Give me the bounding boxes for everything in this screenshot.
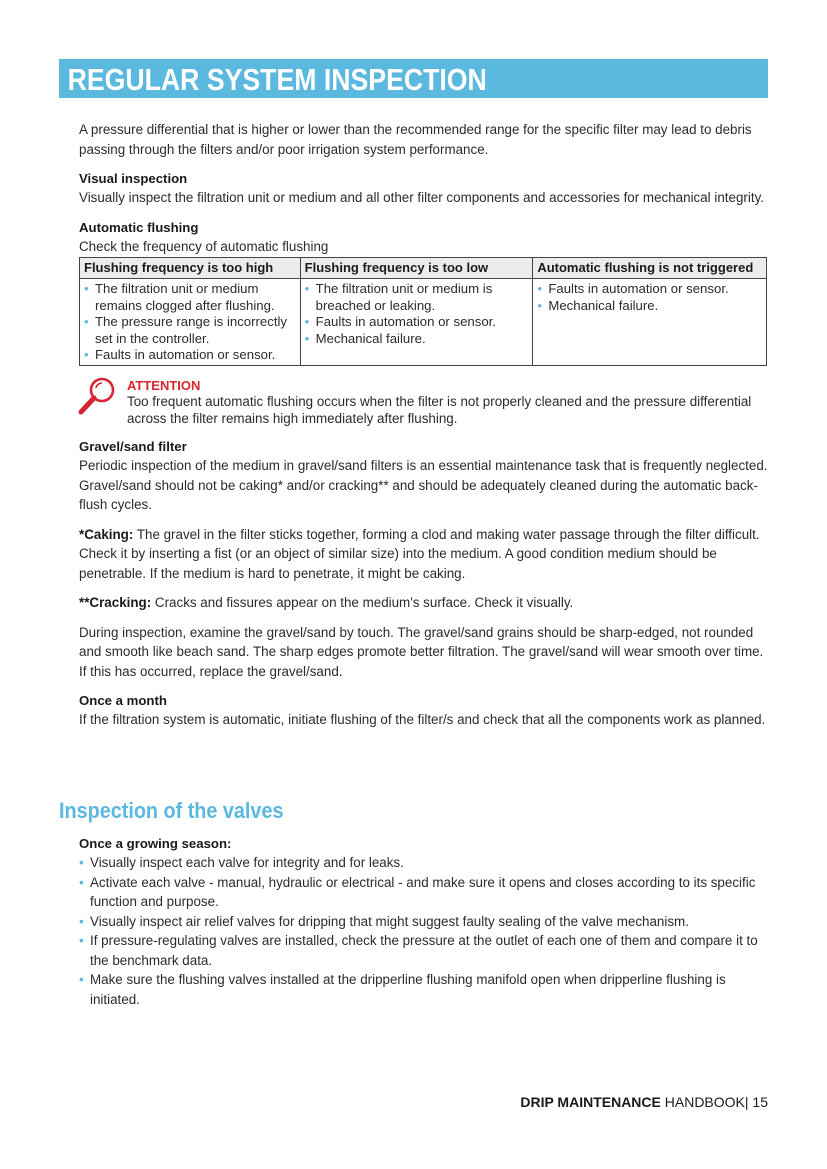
list-item: • Mechanical failure. — [305, 331, 529, 348]
automatic-flushing-text: Check the frequency of automatic flushing — [79, 238, 329, 254]
touch-paragraph: During inspection, examine the gravel/sand by touch. The gravel/sand grains should be sharp-edged, not rounded and smooth like beach sand. The sharp edges promote better filtration. The gravel/sand will wear smooth over time. If this has occurred, replace the gravel/sand. — [79, 624, 764, 679]
footer-separator: | — [744, 1094, 749, 1110]
visual-inspection-heading: Visual inspection — [79, 171, 188, 186]
monthly-section — [79, 691, 769, 730]
valves-section-title: Inspection of the valves — [59, 798, 284, 823]
caking-term: *Caking: — [79, 526, 134, 542]
list-item: • Activate each valve - manual, hydraulic or electrical - and make sure it opens and closes according to its specific function and purpose. — [79, 873, 769, 912]
list-item: • Mechanical failure. — [537, 298, 762, 315]
page-number: 15 — [752, 1094, 768, 1110]
table-row — [80, 279, 767, 366]
intro-paragraph: A pressure differential that is higher or lower than the recommended range for the specific filter may lead to debris passing through the filters and/or poor irrigation system performance. — [79, 122, 752, 157]
visual-inspection-text: Visually inspect the filtration unit or medium and all other filter components and accessories for mechanical integrity. — [79, 190, 764, 205]
title-banner — [59, 59, 768, 98]
page-title: REGULAR SYSTEM INSPECTION — [67, 62, 487, 97]
monthly-text: If the filtration system is automatic, initiate flushing of the filter/s and check that all the components work as planned. — [79, 712, 766, 728]
list-item: • The filtration unit or medium remains clogged after flushing. — [84, 281, 296, 314]
monthly-heading: Once a month — [79, 693, 167, 709]
list-item: • The pressure range is incorrectly set in the controller. — [84, 314, 296, 347]
list-item: • Faults in automation or sensor. — [537, 281, 762, 298]
magnifier-icon — [77, 374, 119, 418]
cracking-text: Cracks and fissures appear on the medium's surface. Check it visually. — [154, 595, 574, 611]
list-item: • Faults in automation or sensor. — [84, 347, 296, 364]
table-header-row — [80, 258, 767, 279]
table-header-cell: Flushing frequency is too high — [80, 258, 301, 279]
list-item: • Faults in automation or sensor. — [305, 314, 529, 331]
footer-handbook-label: HANDBOOK — [664, 1094, 745, 1110]
caking-paragraph — [79, 525, 769, 584]
caking-text: The gravel in the filter sticks together, forming a clod and making water passage through the filter difficult. Check it by inserting a fist (or an object of similar size) into the medium. A good condition medium should be penetrable. If the medium is hard to penetrate, it might be caking. — [79, 526, 760, 581]
attention-box — [79, 378, 769, 427]
footer-handbook-name: DRIP MAINTENANCE — [520, 1094, 661, 1110]
table-cell — [533, 279, 767, 366]
table-header-cell: Automatic flushing is not triggered — [533, 258, 767, 279]
cracking-term: **Cracking: — [79, 595, 152, 611]
valves-heading: Once a growing season: — [79, 836, 232, 851]
table-header-cell: Flushing frequency is too low — [300, 258, 533, 279]
valves-list — [79, 853, 769, 1009]
page-footer — [520, 1094, 768, 1110]
list-item: • The filtration unit or medium is breached or leaking. — [305, 281, 529, 314]
automatic-flushing-heading: Automatic flushing — [79, 219, 199, 235]
gravel-filter-heading: Gravel/sand filter — [79, 439, 187, 455]
flushing-table — [79, 257, 767, 366]
list-item: • Visually inspect air relief valves for dripping that might suggest faulty sealing of the valve mechanism. — [79, 912, 769, 932]
gravel-filter-section — [79, 437, 769, 515]
visual-inspection-section — [79, 169, 769, 208]
automatic-flushing-section — [79, 218, 769, 366]
main-content — [79, 120, 769, 730]
gravel-filter-text: Periodic inspection of the medium in gravel/sand filters is an essential maintenance task that is frequently neglected. Gravel/sand should not be caking* and/or cracking** and should be adequately cleaned during the automatic back-flush cycles. — [79, 458, 768, 513]
list-item: • Make sure the flushing valves installed at the dripperline flushing manifold open when dripperline flushing is initiated. — [79, 970, 769, 1009]
attention-title: ATTENTION — [127, 377, 201, 393]
valves-section — [79, 834, 769, 1009]
list-item: • If pressure-regulating valves are installed, check the pressure at the outlet of each one of them and compare it to the benchmark data. — [79, 931, 769, 970]
cracking-paragraph — [79, 593, 769, 613]
attention-text: Too frequent automatic flushing occurs when the filter is not properly cleaned and the pressure differential across the filter remains high immediately after flushing. — [127, 393, 752, 426]
table-cell — [80, 279, 301, 366]
table-cell — [300, 279, 533, 366]
list-item: • Visually inspect each valve for integrity and for leaks. — [79, 853, 769, 873]
